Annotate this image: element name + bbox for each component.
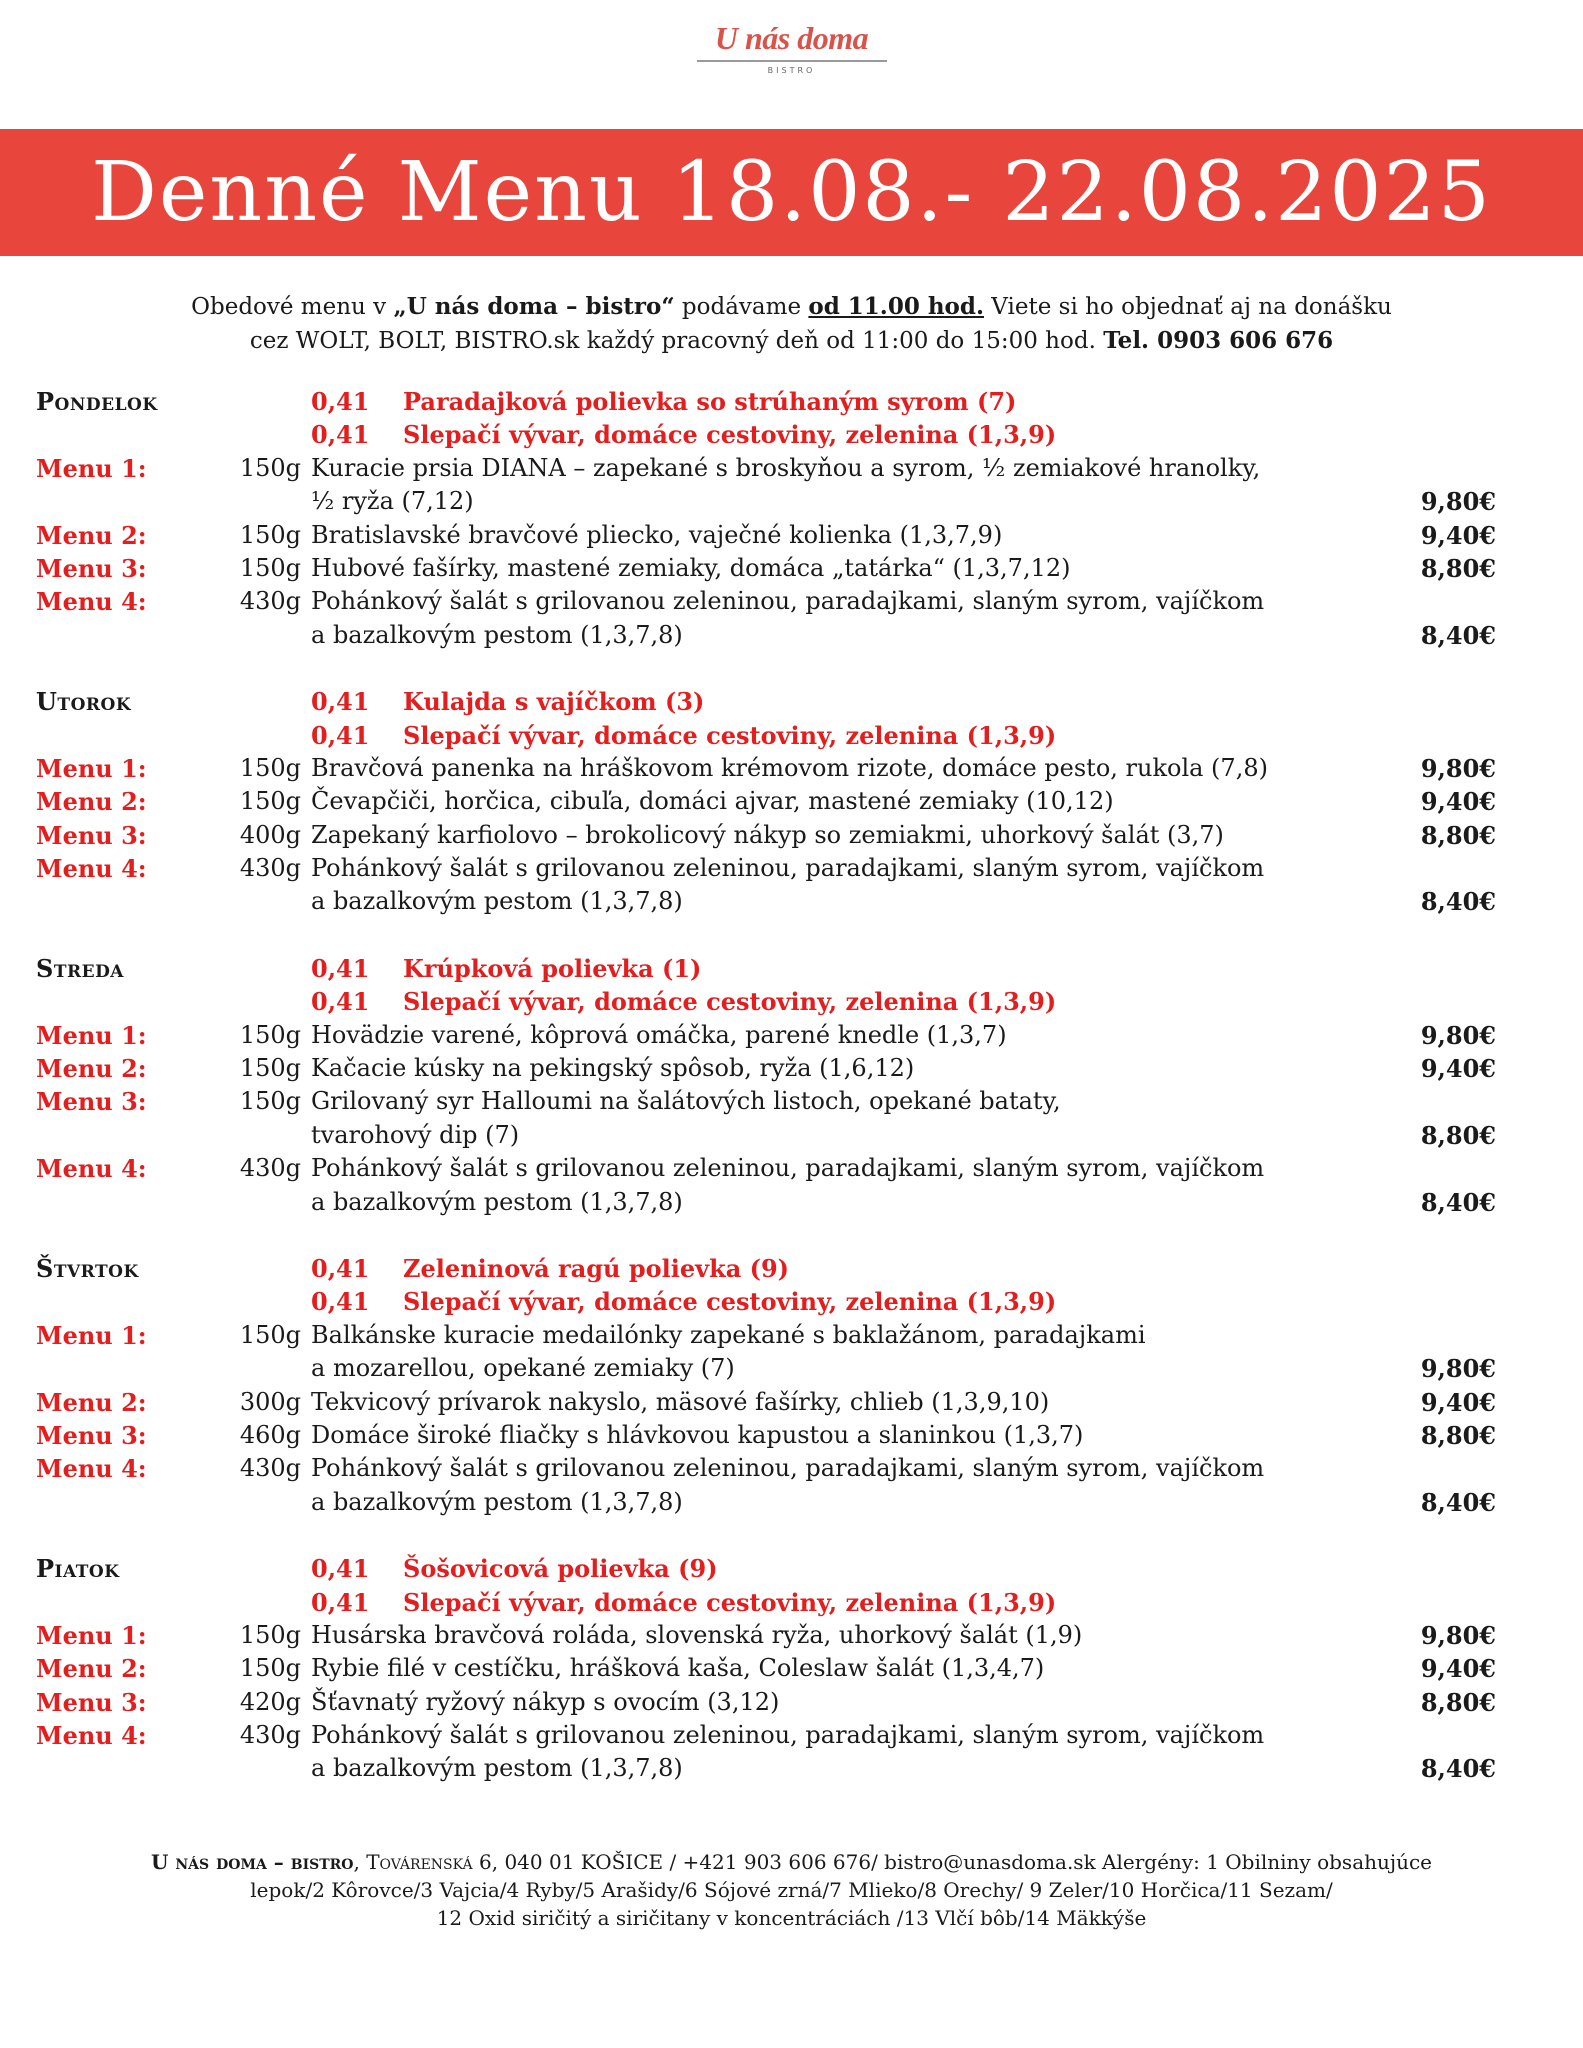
soup-volume: 0,41 <box>311 1253 370 1283</box>
soup-row <box>36 685 1546 718</box>
soup-item <box>311 1552 718 1585</box>
logo-name: U nás doma <box>714 20 869 56</box>
intro-delivery: cez WOLT, BOLT, BISTRO.sk každý pracovný deň od 11:00 do 15:00 hod. <box>249 328 1104 354</box>
footer-line-3: 12 Oxid siričitý a siričitany v koncentráciách /13 Vlčí bôb/14 Mäkkýše <box>436 1906 1147 1930</box>
menu-row <box>36 852 1546 885</box>
menu-description: Hovädzie varené, kôprová omáčka, parené knedle (1,3,7) <box>311 1020 1007 1049</box>
menu-weight: 150g <box>239 1054 301 1083</box>
soup-volume: 0,41 <box>311 1287 370 1317</box>
menu-price: 9,40€ <box>1420 1654 1496 1684</box>
menu-price: 8,40€ <box>1420 887 1496 917</box>
menu-price: 9,40€ <box>1420 787 1496 817</box>
menu-description: Pohánkový šalát s grilovanou zeleninou, paradajkami, slaným syrom, vajíčkom <box>311 1721 1265 1750</box>
menu-weight: 150g <box>239 753 301 782</box>
menu-weight: 150g <box>239 787 301 816</box>
soup-name: Slepačí vývar, domáce cestoviny, zelenina (1,3,9) <box>403 987 1057 1017</box>
soup-item <box>311 1586 1056 1619</box>
menu-row <box>36 1686 1546 1719</box>
footer-street: Továrenská <box>366 1850 473 1874</box>
soup-row <box>36 952 1546 985</box>
menu-row <box>36 1319 1546 1352</box>
menu-row <box>36 485 1546 518</box>
menu-price: 9,40€ <box>1420 520 1496 550</box>
menu-description: a bazalkovým pestom (1,3,7,8) <box>311 887 683 916</box>
menu-row <box>36 1085 1546 1118</box>
menu-description: Balkánske kuracie medailónky zapekané s baklažánom, paradajkami <box>311 1320 1146 1349</box>
logo <box>0 18 1583 76</box>
day-name: Pondelok <box>36 387 158 416</box>
menu-row <box>36 1419 1546 1452</box>
soup-name: Šošovicová polievka (9) <box>403 1554 718 1584</box>
menu-row <box>36 552 1546 585</box>
menu-price: 8,80€ <box>1420 1687 1496 1717</box>
menu-description: a bazalkovým pestom (1,3,7,8) <box>311 620 683 649</box>
menu-label: Menu 2: <box>36 1054 147 1084</box>
soup-volume: 0,41 <box>311 1554 370 1584</box>
menu-label: Menu 3: <box>36 1687 147 1717</box>
menu-price: 8,80€ <box>1420 553 1496 583</box>
menu-label: Menu 3: <box>36 1420 147 1450</box>
soup-item <box>311 385 1016 418</box>
soup-volume: 0,41 <box>311 720 370 750</box>
menu-weight: 150g <box>239 1087 301 1116</box>
soup-volume: 0,41 <box>311 953 370 983</box>
soup-row <box>36 1252 1546 1285</box>
menu-label: Menu 3: <box>36 1087 147 1117</box>
menu-weight: 460g <box>239 1420 301 1449</box>
intro-hours: od 11.00 hod. <box>808 293 984 320</box>
intro-line-1 <box>0 290 1583 324</box>
menu-row <box>36 619 1546 652</box>
menu-row <box>36 1186 1546 1219</box>
menu-label: Menu 1: <box>36 753 147 783</box>
menu-description: Šťavnatý ryžový nákyp s ovocím (3,12) <box>311 1687 780 1716</box>
menu-label: Menu 1: <box>36 1320 147 1350</box>
menu-weight: 150g <box>239 553 301 582</box>
menu-weight: 300g <box>239 1387 301 1416</box>
menu-label: Menu 2: <box>36 520 147 550</box>
soup-volume: 0,41 <box>311 987 370 1017</box>
soup-row <box>36 1285 1546 1318</box>
menu-weight: 150g <box>239 453 301 482</box>
logo-subtitle: BISTRO <box>767 66 816 75</box>
menu-weight: 430g <box>239 1154 301 1183</box>
day-section <box>36 952 1546 1219</box>
menu-weight: 430g <box>239 1721 301 1750</box>
footer-line-1: U nás doma – bistro, Továrenská 6, 040 01 KOŠICE / +421 903 606 676/ bistro@unasdoma.sk Alergény: 1 Obilniny obsahujúce <box>150 1850 1433 1874</box>
menu-label: Menu 2: <box>36 787 147 817</box>
menu-row <box>36 1619 1546 1652</box>
menu-description: Grilovaný syr Halloumi na šalátových listoch, opekané bataty, <box>311 1087 1061 1116</box>
menu-price: 9,80€ <box>1420 1620 1496 1650</box>
menu-description: a mozarellou, opekané zemiaky (7) <box>311 1354 735 1383</box>
menu-description: Bratislavské bravčové pliecko, vaječné kolienka (1,3,7,9) <box>311 520 1003 549</box>
menu-price: 9,40€ <box>1420 1054 1496 1084</box>
soup-item <box>311 1252 789 1285</box>
soup-item <box>311 952 701 985</box>
menu-description: a bazalkovým pestom (1,3,7,8) <box>311 1754 683 1783</box>
menu-description: Domáce široké fliačky s hlávkovou kapustou a slaninkou (1,3,7) <box>311 1420 1084 1449</box>
menu-row <box>36 519 1546 552</box>
soup-volume: 0,41 <box>311 387 370 416</box>
menu-price: 9,80€ <box>1420 487 1496 517</box>
intro-text <box>0 290 1583 358</box>
title-banner <box>0 129 1583 256</box>
menu-price: 8,80€ <box>1420 1120 1496 1150</box>
soup-name: Slepačí vývar, domáce cestoviny, zelenina (1,3,9) <box>403 420 1057 450</box>
day-name: Štvrtok <box>36 1253 139 1283</box>
page-title: Denné Menu 18.08.- 22.08.2025 <box>91 145 1492 240</box>
menu-description: Zapekaný karfiolovo – brokolicový nákyp so zemiakmi, uhorkový šalát (3,7) <box>311 820 1224 849</box>
footer-brand: U nás doma – bistro <box>150 1850 354 1874</box>
menu-description: a bazalkovým pestom (1,3,7,8) <box>311 1487 683 1516</box>
menu-label: Menu 4: <box>36 854 147 884</box>
day-section <box>36 385 1546 652</box>
intro-line-2 <box>0 324 1583 358</box>
menu-label: Menu 1: <box>36 1020 147 1050</box>
intro-text-e: Viete si ho objednať aj na donášku <box>984 294 1392 320</box>
soup-name: Slepačí vývar, domáce cestoviny, zelenina (1,3,9) <box>403 1287 1057 1317</box>
menu-weight: 150g <box>239 520 301 549</box>
menu-label: Menu 4: <box>36 587 147 617</box>
menu-price: 9,80€ <box>1420 1354 1496 1384</box>
menu-row <box>36 819 1546 852</box>
menu-price: 8,40€ <box>1420 1754 1496 1784</box>
menu-description: a bazalkovým pestom (1,3,7,8) <box>311 1187 683 1216</box>
soup-row <box>36 1586 1546 1619</box>
soup-item <box>311 418 1056 451</box>
menu-row <box>36 1152 1546 1185</box>
soup-name: Kulajda s vajíčkom (3) <box>403 687 705 717</box>
menu-price: 9,40€ <box>1420 1387 1496 1417</box>
intro-phone: Tel. 0903 606 676 <box>1103 327 1334 354</box>
menu-row <box>36 1486 1546 1519</box>
menu-price: 8,40€ <box>1420 1487 1496 1517</box>
soup-volume: 0,41 <box>311 687 370 717</box>
menu-label: Menu 2: <box>36 1654 147 1684</box>
menu-row <box>36 752 1546 785</box>
menu-row <box>36 452 1546 485</box>
menu-description: Pohánkový šalát s grilovanou zeleninou, paradajkami, slaným syrom, vajíčkom <box>311 1154 1265 1183</box>
soup-name: Slepačí vývar, domáce cestoviny, zelenina (1,3,9) <box>403 720 1057 750</box>
menu-row <box>36 1019 1546 1052</box>
footer <box>0 1848 1583 1932</box>
menu-description: Kuracie prsia DIANA – zapekané s broskyňou a syrom, ½ zemiakové hranolky, <box>311 453 1261 482</box>
menu-weight: 430g <box>239 1454 301 1483</box>
menu-description: Kačacie kúsky na pekingský spôsob, ryža (1,6,12) <box>311 1054 915 1083</box>
menu-description: Bravčová panenka na hráškovom krémovom rizote, domáce pesto, rukola (7,8) <box>311 753 1268 782</box>
footer-line-2: lepok/2 Kôrovce/3 Vajcia/4 Ryby/5 Arašidy/6 Sójové zrná/7 Mlieko/8 Orechy/ 9 Zeler/10 Horčica/11 Sezam/ <box>250 1878 1333 1902</box>
intro-bistro-name: „U nás doma – bistro“ <box>393 293 675 320</box>
soup-row <box>36 418 1546 451</box>
menu-weight: 430g <box>239 854 301 883</box>
menu-label: Menu 4: <box>36 1721 147 1751</box>
menu-row <box>36 1352 1546 1385</box>
soup-name: Paradajková polievka so strúhaným syrom (7) <box>403 387 1017 416</box>
menu-weight: 430g <box>239 587 301 616</box>
menu-weight: 420g <box>239 1687 301 1716</box>
menu-price: 8,80€ <box>1420 1420 1496 1450</box>
menu-description: Tekvicový prívarok nakyslo, mäsové fašírky, chlieb (1,3,9,10) <box>311 1387 1050 1416</box>
menu-weight: 150g <box>239 1654 301 1683</box>
menu-label: Menu 3: <box>36 553 147 583</box>
menu-row <box>36 1119 1546 1152</box>
menu-price: 8,40€ <box>1420 1187 1496 1217</box>
menu-description: ½ ryža (7,12) <box>311 487 474 516</box>
menu-row <box>36 1386 1546 1419</box>
soup-row <box>36 1552 1546 1585</box>
soup-volume: 0,41 <box>311 1587 370 1617</box>
menu-description: Čevapčiči, horčica, cibuľa, domáci ajvar, mastené zemiaky (10,12) <box>311 787 1114 816</box>
soup-row <box>36 985 1546 1018</box>
soup-row <box>36 385 1546 418</box>
logo-divider <box>697 60 887 62</box>
soup-name: Slepačí vývar, domáce cestoviny, zelenina (1,3,9) <box>403 1587 1057 1617</box>
soup-volume: 0,41 <box>311 420 370 450</box>
day-name: Utorok <box>36 687 132 717</box>
menu-row <box>36 885 1546 918</box>
footer-contact-allergens: 6, 040 01 KOŠICE / +421 903 606 676/ bistro@unasdoma.sk Alergény: 1 Obilniny obsahujúce <box>472 1850 1433 1874</box>
menu-label: Menu 4: <box>36 1154 147 1184</box>
soup-row <box>36 719 1546 752</box>
menu-label: Menu 2: <box>36 1387 147 1417</box>
intro-text-c: podávame <box>674 294 809 320</box>
menu-label: Menu 3: <box>36 820 147 850</box>
menu-weight: 400g <box>239 820 301 849</box>
menu-label: Menu 1: <box>36 453 147 483</box>
menu-description: Pohánkový šalát s grilovanou zeleninou, paradajkami, slaným syrom, vajíčkom <box>311 854 1265 883</box>
menu-row <box>36 1052 1546 1085</box>
menu-description: Pohánkový šalát s grilovanou zeleninou, paradajkami, slaným syrom, vajíčkom <box>311 587 1265 616</box>
day-section <box>36 1252 1546 1519</box>
menu-label: Menu 4: <box>36 1454 147 1484</box>
menu-description: Rybie filé v cestíčku, hrášková kaša, Coleslaw šalát (1,3,4,7) <box>311 1654 1045 1683</box>
menu-weight: 150g <box>239 1320 301 1349</box>
day-name: Streda <box>36 953 124 983</box>
menu-label: Menu 1: <box>36 1620 147 1650</box>
menu-row <box>36 785 1546 818</box>
menu-weight: 150g <box>239 1620 301 1649</box>
menu-row <box>36 1452 1546 1485</box>
soup-name: Zeleninová ragú polievka (9) <box>403 1253 790 1283</box>
intro-text-a: Obedové menu v <box>191 294 394 320</box>
day-section <box>36 1552 1546 1786</box>
menu-description: Husárska bravčová roláda, slovenská ryža, uhorkový šalát (1,9) <box>311 1620 1083 1649</box>
soup-item <box>311 1285 1056 1318</box>
menu-row <box>36 1752 1546 1785</box>
day-name: Piatok <box>36 1554 120 1584</box>
menu-price: 8,80€ <box>1420 820 1496 850</box>
weekly-menu <box>36 385 1546 1819</box>
menu-row <box>36 1652 1546 1685</box>
menu-row <box>36 1719 1546 1752</box>
soup-item <box>311 685 704 718</box>
menu-description: Hubové fašírky, mastené zemiaky, domáca „tatárka“ (1,3,7,12) <box>311 553 1071 582</box>
menu-weight: 150g <box>239 1020 301 1049</box>
menu-description: Pohánkový šalát s grilovanou zeleninou, paradajkami, slaným syrom, vajíčkom <box>311 1454 1265 1483</box>
menu-price: 9,80€ <box>1420 1020 1496 1050</box>
soup-item <box>311 985 1056 1018</box>
menu-description: tvarohový dip (7) <box>311 1120 520 1149</box>
day-section <box>36 685 1546 919</box>
soup-name: Krúpková polievka (1) <box>403 953 702 983</box>
menu-row <box>36 585 1546 618</box>
menu-price: 8,40€ <box>1420 620 1496 650</box>
menu-price: 9,80€ <box>1420 753 1496 783</box>
soup-item <box>311 719 1056 752</box>
